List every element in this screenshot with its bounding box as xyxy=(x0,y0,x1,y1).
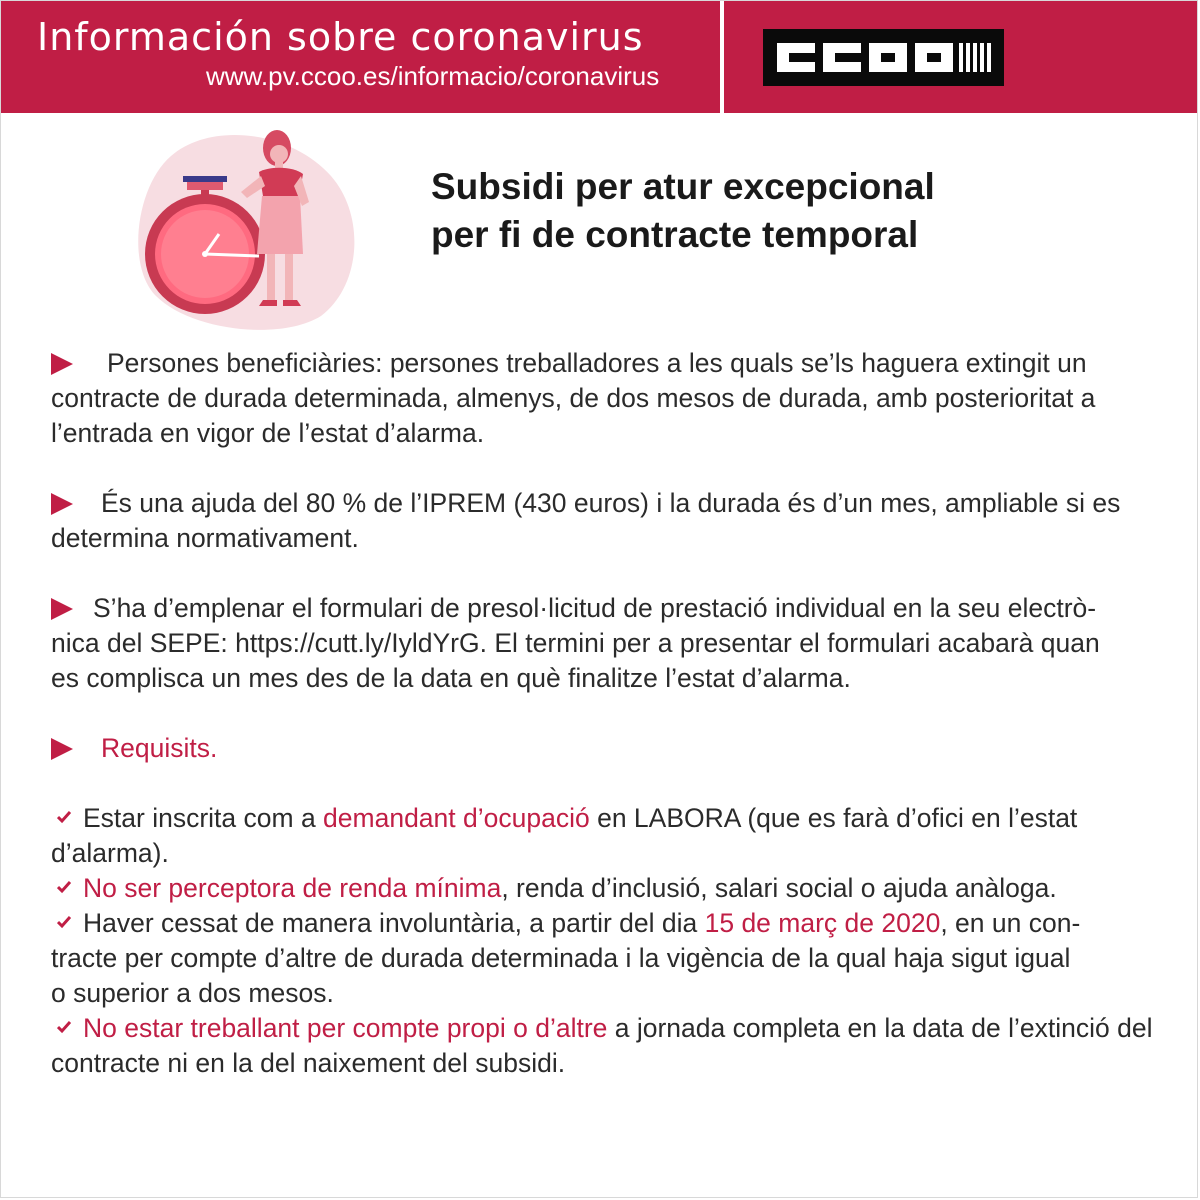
paragraph-form-line-2: nica del SEPE: https://cutt.ly/IyldYrG. El termini per a presentar el formulari acabarà quan xyxy=(51,628,1100,658)
arrow-right-icon xyxy=(51,598,73,620)
paragraph-form-line-1: S’ha d’emplenar el formulari de presol·licitud de prestació individual en la seu electrò- xyxy=(93,593,1097,623)
requirement-involuntary-text-end: , en un con- xyxy=(940,908,1081,938)
requirement-not-working-text: a jornada completa en la data de l’extinció del contracte ni en la del naixement del subsidi. xyxy=(51,1013,1153,1078)
checkmark-icon xyxy=(57,915,71,929)
document-title-line-1: Subsidi per atur excepcional xyxy=(431,166,935,207)
header-title: Información sobre coronavirus xyxy=(37,15,644,59)
paragraph-amount-text: És una ajuda del 80 % de l’IPREM (430 euros) i la durada és d’un mes, ampliable si es determina normativament. xyxy=(51,488,1121,553)
document-title-line-2: per fi de contracte temporal xyxy=(431,214,919,255)
woman-with-stopwatch-illustration xyxy=(131,126,361,336)
checkmark-icon xyxy=(57,880,71,894)
document-title xyxy=(431,163,1131,259)
requirement-registered-text: Estar inscrita com a xyxy=(83,803,324,833)
requirement-not-working xyxy=(51,1011,1171,1081)
requirement-registered xyxy=(51,801,1171,871)
requirement-not-working-highlight: No estar treballant per compte propi o d’altre xyxy=(83,1013,608,1043)
ccoo-logo xyxy=(763,29,1004,86)
requirement-involuntary-date: 15 de març de 2020 xyxy=(704,908,941,938)
requirement-minimum-income-text: , renda d’inclusió, salari social o ajuda anàloga. xyxy=(501,873,1057,903)
header-divider xyxy=(720,1,724,113)
arrow-right-icon xyxy=(51,738,73,760)
requirement-minimum-income xyxy=(51,871,1171,906)
checkmark-icon xyxy=(57,810,71,824)
ccoo-logo-icon xyxy=(763,29,1004,86)
requirement-involuntary-line-2: tracte per compte d’altre de durada determinada i la vigència de la qual haja sigut igual xyxy=(51,943,1071,973)
requirement-registered-text-end: en LABORA (que es farà d’ofici en l’estat d’alarma). xyxy=(51,803,1078,868)
requirement-involuntary-line-3: o superior a dos mesos. xyxy=(51,978,334,1008)
paragraph-form-line-3: es complisca un mes des de la data en què finalitze l’estat d’alarma. xyxy=(51,663,851,693)
requirement-involuntary-cessation xyxy=(51,906,1171,1011)
header-url[interactable]: www.pv.ccoo.es/informacio/coronavirus xyxy=(206,61,660,91)
paragraph-beneficiaries-text: Persones beneficiàries: persones treballadores a les quals se’ls haguera extingit un contracte de durada determinada, almenys, de dos mesos de durada, amb posterioritat a l’entrada en vigor de l’estat d’alarma. xyxy=(51,348,1096,448)
paragraph-amount xyxy=(51,486,1171,556)
arrow-right-icon xyxy=(51,353,73,375)
requirement-involuntary-text: Haver cessat de manera involuntària, a partir del dia xyxy=(83,908,705,938)
paragraph-form xyxy=(51,591,1171,696)
header-banner xyxy=(1,1,1198,113)
checkmark-icon xyxy=(57,1020,71,1034)
requisits-label: Requisits. xyxy=(101,733,218,763)
requisits-heading xyxy=(51,731,1171,766)
arrow-right-icon xyxy=(51,493,73,515)
requirement-minimum-income-highlight: No ser perceptora de renda mínima xyxy=(83,873,502,903)
paragraph-beneficiaries xyxy=(51,346,1171,451)
requirement-registered-highlight: demandant d’ocupació xyxy=(323,803,590,833)
content-body xyxy=(51,346,1171,1081)
